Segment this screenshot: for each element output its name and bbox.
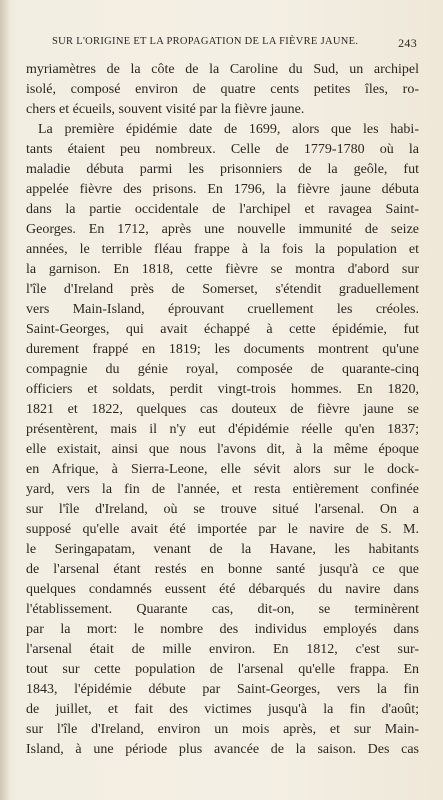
text-line: tout sur cette population de l'arsenal qu'elle frappa. En: [26, 662, 419, 677]
text-line: La première épidémie date de 1699, alors que les habi-: [38, 122, 419, 137]
text-line: compagnie du génie royal, composée de quarante-cinq: [26, 362, 419, 377]
running-header: [26, 36, 417, 52]
text-line: années, le terrible fléau frappe à la fois la population et: [26, 242, 419, 257]
text-line: maladie débuta parmi les prisonniers de la geôle, fut: [26, 162, 419, 177]
text-line: elle existait, ainsi que nous l'avons dit, à la même époque: [26, 442, 419, 457]
text-line: le Seringapatam, venant de la Havane, les habitants: [26, 542, 419, 557]
text-line: myriamètres de la côte de la Caroline du Sud, un archipel: [26, 62, 419, 77]
text-line: de l'arsenal étant restés en bonne santé jusqu'à ce que: [26, 562, 419, 577]
text-line: tants étaient peu nombreux. Celle de 1779-1780 où la: [26, 142, 419, 157]
text-line: 1843, l'épidémie débute par Saint-Georges, vers la fin: [26, 682, 419, 697]
text-line: appelée fièvre des prisons. En 1796, la fièvre jaune débuta: [26, 182, 419, 197]
text-line: l'établissement. Quarante cas, dit-on, se terminèrent: [26, 602, 419, 617]
text-line: par la mort: le nombre des individus employés dans: [26, 622, 419, 637]
text-line: sur l'île d'Ireland, où se trouve situé l'arsenal. On a: [26, 502, 419, 517]
text-line: Georges. En 1712, après une nouvelle immunité de seize: [26, 222, 419, 237]
text-line: isolé, composé environ de quatre cents petites îles, ro-: [26, 82, 419, 97]
text-line: durement frappé en 1819; les documents montrent qu'une: [26, 342, 419, 357]
text-line: yard, vers la fin de l'année, et resta entièrement confinée: [26, 482, 419, 497]
text-line: Island, à une période plus avancée de la saison. Des cas: [26, 742, 419, 757]
text-line: l'arsenal était de mille environ. En 1812, c'est sur-: [26, 642, 419, 657]
text-line: présentèrent, mais il n'y eut d'épidémie réelle qu'en 1837;: [26, 422, 419, 437]
text-line: quelques condamnés eussent été débarqués du navire dans: [26, 582, 419, 597]
page-number: 243: [398, 36, 417, 50]
text-line: Saint-Georges, qui avait échappé à cette épidémie, fut: [26, 322, 419, 337]
text-line: vers Main-Island, éprouvant cruellement les créoles.: [26, 302, 419, 317]
text-line: sur l'île d'Ireland, environ un mois après, et sur Main-: [26, 722, 419, 737]
text-line: dans la partie occidentale de l'archipel et ravagea Saint-: [26, 202, 419, 217]
text-line: officiers et soldats, perdit vingt-trois hommes. En 1820,: [26, 382, 419, 397]
body-text: [26, 60, 419, 760]
text-line: chers et écueils, souvent visité par la fièvre jaune.: [26, 102, 305, 117]
text-line: supposé qu'elle avait été importée par le navire de S. M.: [26, 522, 419, 537]
text-line: en Afrique, à Sierra-Leone, elle sévit alors sur le dock-: [26, 462, 419, 477]
running-title: SUR L'ORIGINE ET LA PROPAGATION DE LA FIÈVRE JAUNE.: [52, 36, 359, 47]
text-line: 1821 et 1822, quelques cas douteux de fièvre jaune se: [26, 402, 419, 417]
text-line: la garnison. En 1818, cette fièvre se montra d'abord sur: [26, 262, 419, 277]
text-line: l'île d'Ireland près de Somerset, s'étendit graduellement: [26, 282, 419, 297]
text-line: de juillet, et fait des victimes jusqu'à la fin d'août;: [26, 702, 419, 717]
page-gutter-shadow: [0, 0, 10, 800]
